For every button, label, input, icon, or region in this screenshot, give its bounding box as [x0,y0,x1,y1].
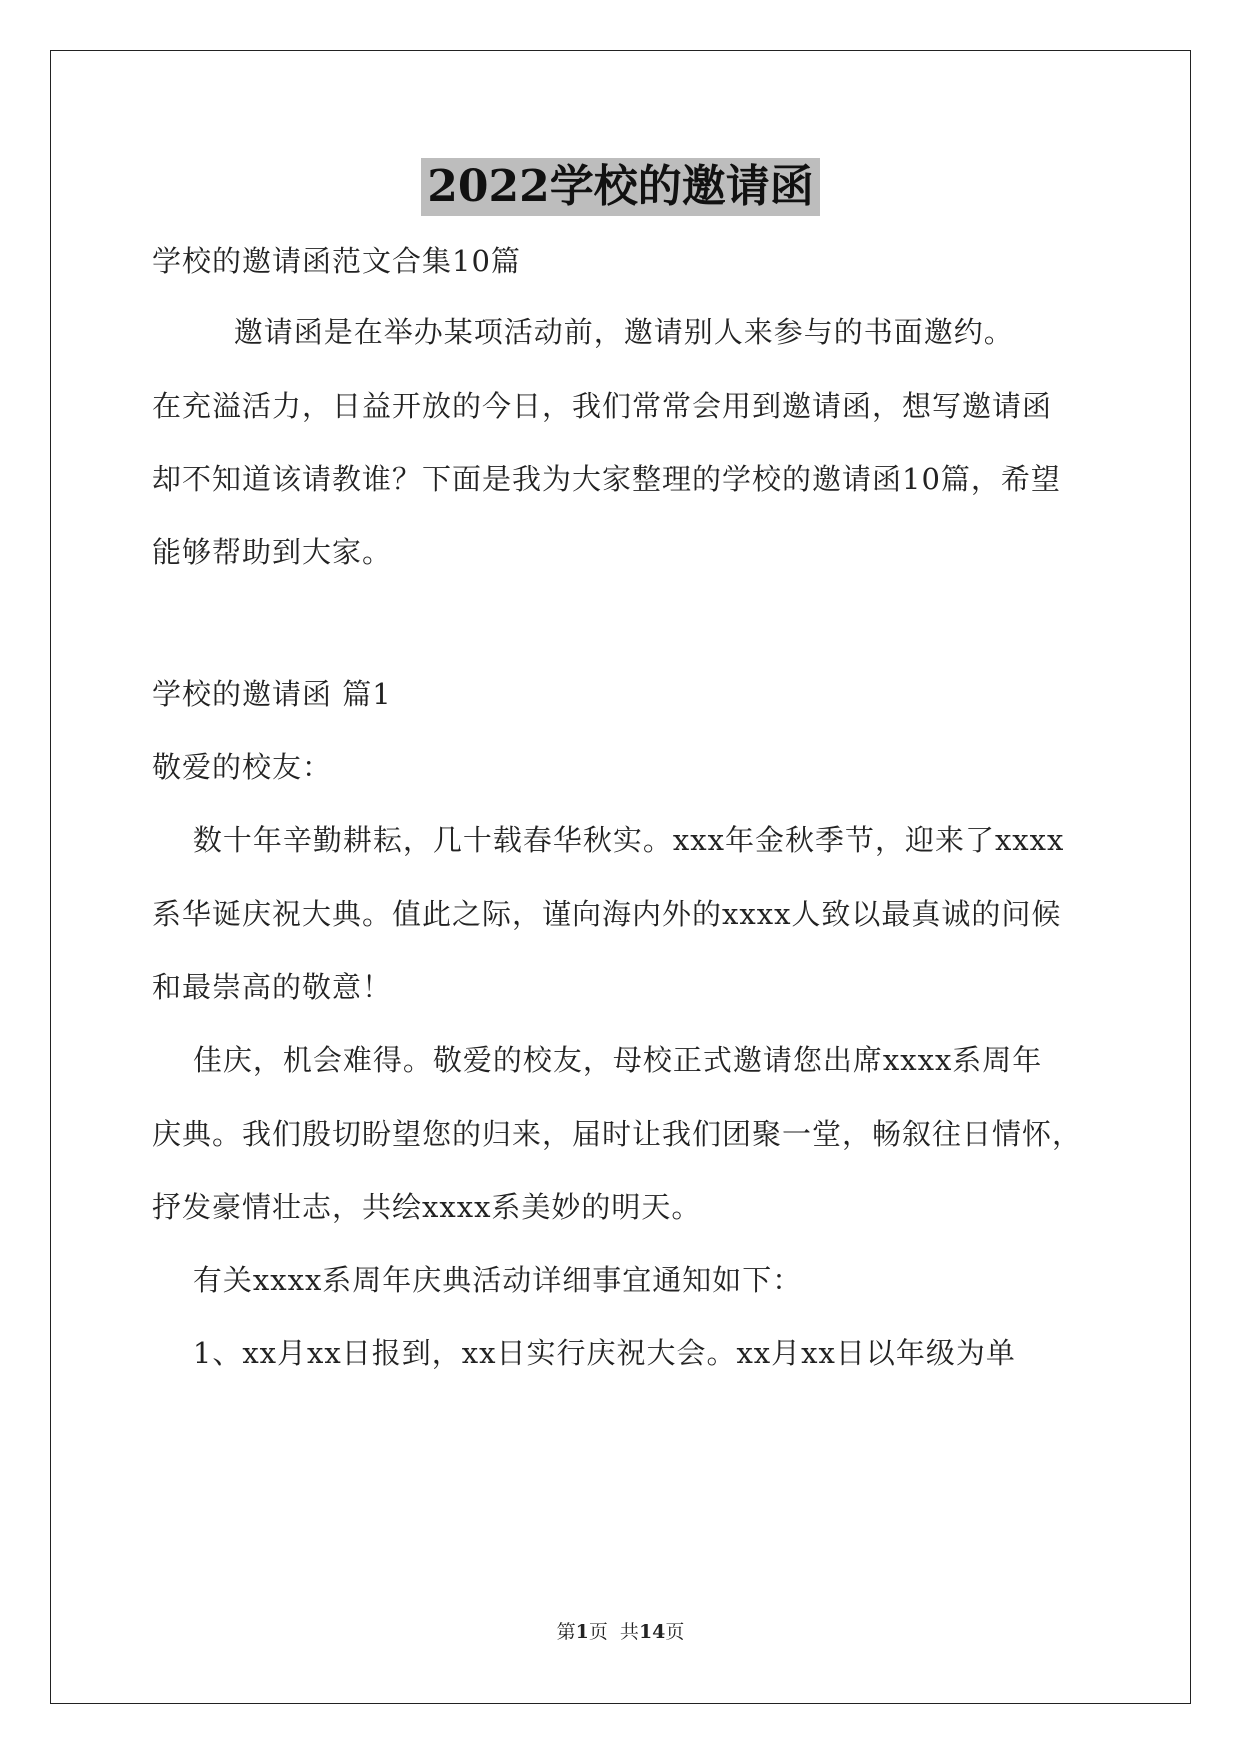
paragraph-line: 系华诞庆祝大典。值此之际，谨向海内外的xxxx人致以最真诚的问候 [152,897,1062,931]
paragraph-line: 庆典。我们殷切盼望您的归来，届时让我们团聚一堂，畅叙往日情怀， [152,1117,1083,1151]
footer-suffix: 页 [665,1621,685,1643]
page-border [50,50,1191,1704]
paragraph-line: 数十年辛勤耕耘，几十载春华秋实。xxx年金秋季节，迎来了xxxx [152,823,1065,857]
section-heading: 学校的邀请函 篇1 [152,677,392,711]
paragraph-line: 有关xxxx系周年庆典活动详细事宜通知如下： [152,1263,803,1297]
document-title-wrapper [0,158,1241,216]
subtitle-line: 学校的邀请函范文合集10篇 [152,244,521,278]
paragraph-line: 邀请函是在举办某项活动前，邀请别人来参与的书面邀约。 [152,315,1014,349]
salutation: 敬爱的校友： [152,750,333,784]
document-title: 2022学校的邀请函 [421,158,819,216]
paragraph-line: 佳庆，机会难得。敬爱的校友，母校正式邀请您出席xxxx系周年 [152,1043,1043,1077]
paragraph-line: 却不知道该请教谁？下面是我为大家整理的学校的邀请函10篇，希望 [152,462,1061,496]
paragraph-line: 1、xx月xx日报到，xx日实行庆祝大会。xx月xx日以年级为单 [152,1336,1016,1370]
paragraph-line: 能够帮助到大家。 [152,535,393,569]
footer-middle: 页 共 [588,1621,639,1643]
paragraph-line: 和最崇高的敬意！ [152,970,393,1004]
footer-total-pages: 14 [638,1621,666,1643]
page-footer [0,1617,1241,1644]
paragraph-line: 在充溢活力，日益开放的今日，我们常常会用到邀请函，想写邀请函 [152,389,1053,423]
paragraph-line: 抒发豪情壮志，共绘xxxx系美妙的明天。 [152,1190,702,1224]
footer-prefix: 第 [556,1621,576,1643]
footer-page-number: 1 [575,1621,589,1643]
